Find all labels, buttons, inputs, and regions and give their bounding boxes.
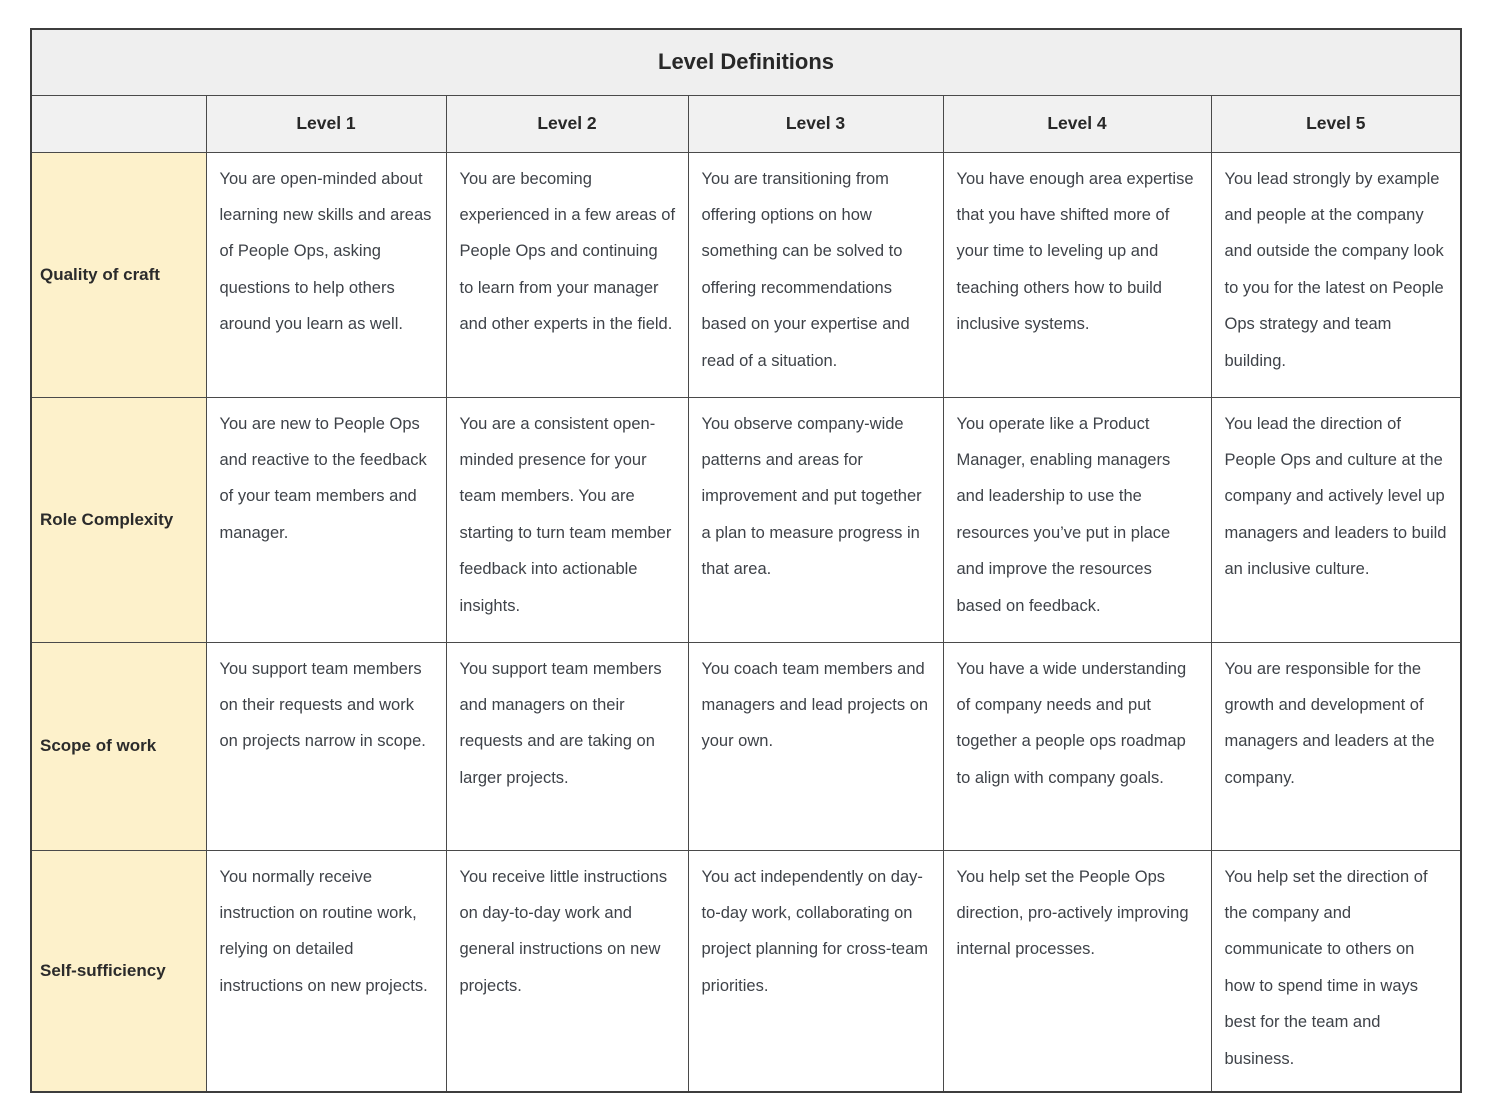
cell-quality-level-4: You have enough area expertise that you have shifted more of your time to leveling up and teaching others how to build inclusive systems. <box>943 152 1211 397</box>
cell-complexity-level-1: You are new to People Ops and reactive to the feedback of your team members and manager. <box>206 397 446 642</box>
column-header-level-4: Level 4 <box>943 95 1211 152</box>
row-header-self-sufficiency: Self-sufficiency <box>31 850 206 1092</box>
corner-cell <box>31 95 206 152</box>
cell-complexity-level-3: You observe company-wide patterns and areas for improvement and put together a plan to measure progress in that area. <box>688 397 943 642</box>
row-header-quality-of-craft: Quality of craft <box>31 152 206 397</box>
row-self-sufficiency <box>31 850 1461 1092</box>
row-role-complexity <box>31 397 1461 642</box>
cell-quality-level-2: You are becoming experienced in a few areas of People Ops and continuing to learn from your manager and other experts in the field. <box>446 152 688 397</box>
column-header-level-2: Level 2 <box>446 95 688 152</box>
cell-scope-level-2: You support team members and managers on their requests and are taking on larger projects. <box>446 642 688 850</box>
cell-scope-level-1: You support team members on their requests and work on projects narrow in scope. <box>206 642 446 850</box>
column-header-row <box>31 95 1461 152</box>
column-header-level-5: Level 5 <box>1211 95 1461 152</box>
cell-sufficiency-level-1: You normally receive instruction on routine work, relying on detailed instructions on new projects. <box>206 850 446 1092</box>
cell-sufficiency-level-5: You help set the direction of the company and communicate to others on how to spend time in ways best for the team and business. <box>1211 850 1461 1092</box>
cell-quality-level-5: You lead strongly by example and people at the company and outside the company look to you for the latest on People Ops strategy and team building. <box>1211 152 1461 397</box>
cell-sufficiency-level-3: You act independently on day-to-day work, collaborating on project planning for cross-team priorities. <box>688 850 943 1092</box>
row-header-role-complexity: Role Complexity <box>31 397 206 642</box>
cell-sufficiency-level-2: You receive little instructions on day-to-day work and general instructions on new projects. <box>446 850 688 1092</box>
table-title: Level Definitions <box>31 29 1461 95</box>
row-quality-of-craft <box>31 152 1461 397</box>
level-definitions-table <box>30 28 1462 1093</box>
cell-quality-level-3: You are transitioning from offering options on how something can be solved to offering recommendations based on your expertise and read of a situation. <box>688 152 943 397</box>
title-row <box>31 29 1461 95</box>
cell-quality-level-1: You are open-minded about learning new skills and areas of People Ops, asking questions to help others around you learn as well. <box>206 152 446 397</box>
cell-scope-level-4: You have a wide understanding of company needs and put together a people ops roadmap to align with company goals. <box>943 642 1211 850</box>
cell-complexity-level-5: You lead the direction of People Ops and culture at the company and actively level up managers and leaders to build an inclusive culture. <box>1211 397 1461 642</box>
row-header-scope-of-work: Scope of work <box>31 642 206 850</box>
column-header-level-1: Level 1 <box>206 95 446 152</box>
row-scope-of-work <box>31 642 1461 850</box>
cell-scope-level-5: You are responsible for the growth and development of managers and leaders at the company. <box>1211 642 1461 850</box>
cell-complexity-level-2: You are a consistent open-minded presence for your team members. You are starting to turn team member feedback into actionable insights. <box>446 397 688 642</box>
cell-scope-level-3: You coach team members and managers and lead projects on your own. <box>688 642 943 850</box>
cell-sufficiency-level-4: You help set the People Ops direction, pro-actively improving internal processes. <box>943 850 1211 1092</box>
cell-complexity-level-4: You operate like a Product Manager, enabling managers and leadership to use the resources you’ve put in place and improve the resources based on feedback. <box>943 397 1211 642</box>
column-header-level-3: Level 3 <box>688 95 943 152</box>
